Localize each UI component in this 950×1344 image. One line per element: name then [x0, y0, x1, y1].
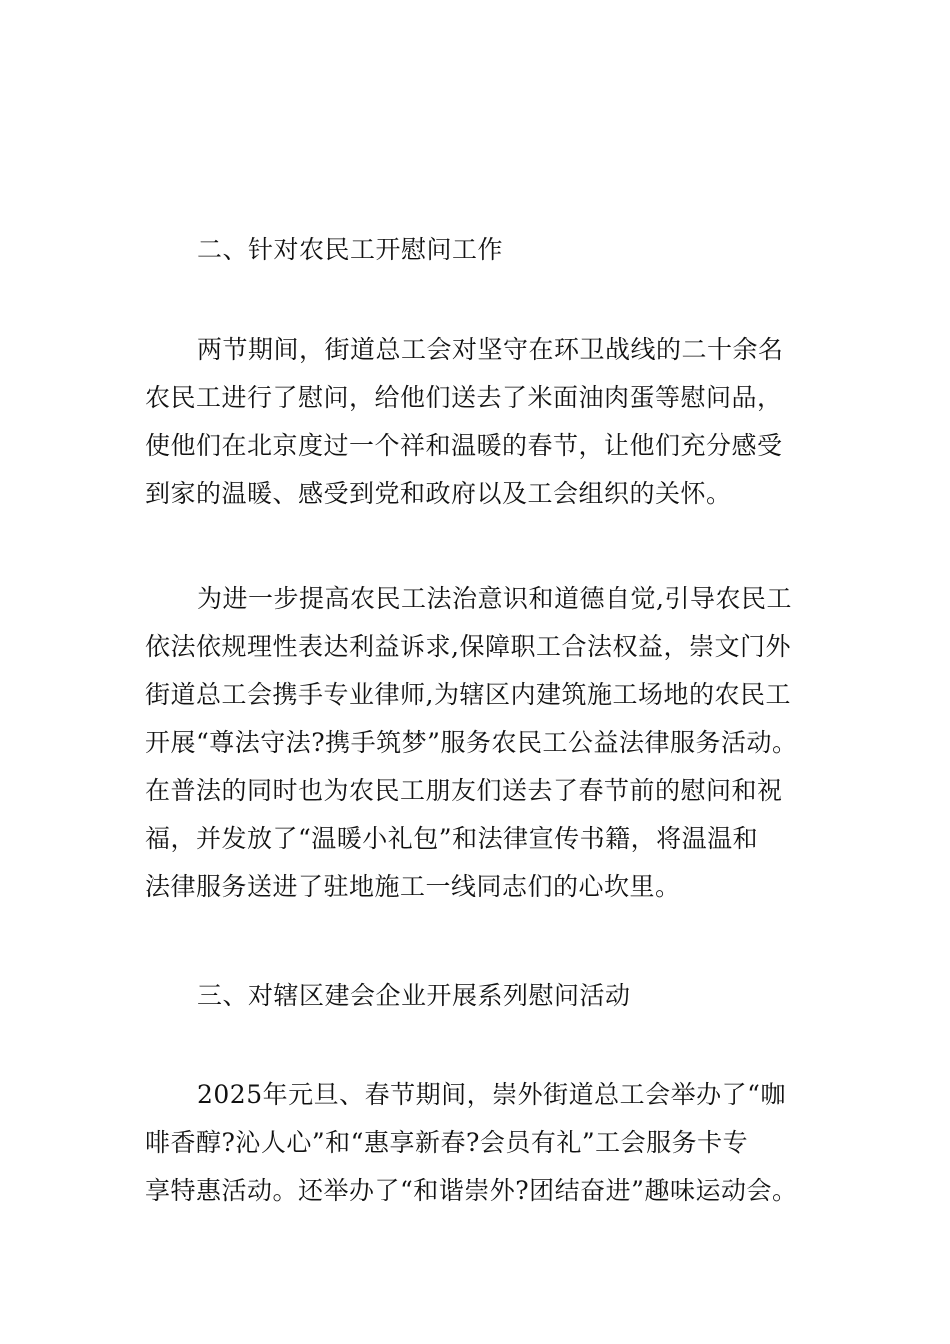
paragraph-1: [145, 326, 845, 518]
paragraph-line: 2025年元旦、春节期间，崇外街道总工会举办了“咖: [197, 1080, 786, 1109]
paragraph-line: 到家的温暖、感受到党和政府以及工会组织的关怀。: [145, 479, 732, 508]
paragraph-line: 在普法的同时也为农民工朋友们送去了春节前的慰问和祝: [145, 776, 783, 805]
paragraph-line: 享特惠活动。还举办了“和谐崇外?团结奋进”趣味运动会。: [145, 1176, 798, 1205]
heading-text: 三、对辖区建会企业开展系列慰问活动: [197, 981, 631, 1010]
heading-text: 二、针对农民工开慰问工作: [197, 235, 504, 264]
paragraph-line: 农民工进行了慰问，给他们送去了米面油肉蛋等慰问品，: [145, 383, 783, 412]
section-2-heading: [145, 226, 845, 274]
paragraph-3: [145, 1071, 845, 1215]
paragraph-line: 啡香醇?沁人心”和“惠享新春?会员有礼”工会服务卡专: [145, 1128, 749, 1157]
paragraph-line: 依法依规理性表达利益诉求,保障职工合法权益，崇文门外: [145, 632, 791, 661]
paragraph-line: 使他们在北京度过一个祥和温暖的春节，让他们充分感受: [145, 431, 783, 460]
paragraph-2: [145, 575, 845, 911]
paragraph-line: 法律服务送进了驻地施工一线同志们的心坎里。: [145, 872, 681, 901]
paragraph-line: 为进一步提高农民工法治意识和道德自觉,引导农民工: [197, 584, 792, 613]
paragraph-line: 两节期间，街道总工会对坚守在环卫战线的二十余名: [197, 335, 784, 364]
paragraph-line: 街道总工会携手专业律师,为辖区内建筑施工场地的农民工: [145, 680, 791, 709]
section-3-heading: [145, 972, 845, 1020]
paragraph-line: 福，并发放了“温暖小礼包”和法律宣传书籍，将温温和: [145, 824, 759, 853]
paragraph-line: 开展“尊法守法?携手筑梦”服务农民工公益法律服务活动。: [145, 728, 798, 757]
